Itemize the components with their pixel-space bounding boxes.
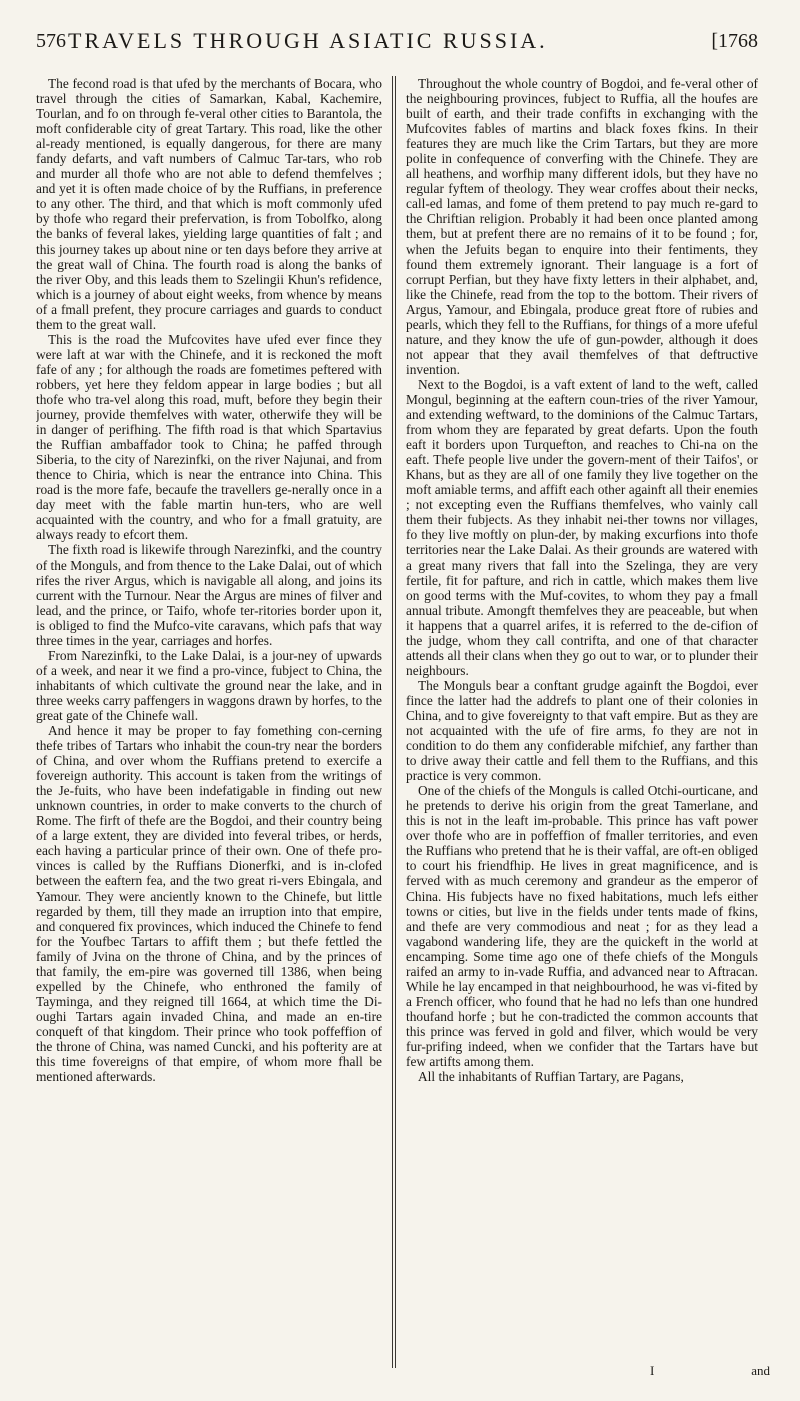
paragraph: From Narezinfki, to the Lake Dalai, is a jour-ney of upwards of a week, and near it we find a pro-vince, fubject to China, the inhabitants of which cultivate the ground near the lake, and in three weeks carry paffengers in waggons drawn by horfes, to the great gate of the Chinefe wall. [36, 647, 382, 723]
column-rule [395, 76, 396, 1368]
signature-mark: I [650, 1363, 655, 1378]
paragraph: One of the chiefs of the Monguls is called Otchi-ourticane, and he pretends to derive his origin from the great Tamerlane, and this is not in the leaft im-probable. This prince has vaft power over thofe who are in poffeffion of fmaller territories, and even the Ruffians who pretend that he is their vaffal, are oft-en obliged to court his friendfhip. He lives in great magnificence, and is ferved with as much ceremony and grandeur as the emperor of China. His fubjects have no fixed habitations, much lefs either towns or cities, but live in the fields under tents made of fkins, and thefe are very commodious and neat ; for as they lead a vagabond wandering life, they are the quickeft in the world at encamping. Some time ago one of thefe chiefs of the Monguls raifed an army to in-vade Ruffia, and advanced near to Aftracan. While he lay encamped in that neighbourhood, he was vi-fited by a French officer, who found that he had no lefs than one hundred thoufand horfe ; but he con-tradicted the common accounts that this prince was ferved in gold and filver, which would be very fur-prifing indeed, when we confider that the Tartars have but few artifts among them. [406, 783, 758, 1070]
paragraph: Throughout the whole country of Bogdoi, and fe-veral other of the neighbouring provinces, fubject to Ruffia, all the houfes are built of earth, and their trade confifts in exchanging with the Mufcovites fables of martins and black foxes fkins. In their features they are much like the Crim Tartars, but they are more polite in confequence of converfing with the Chinefe. They are all heathens, and worfhip many different idols, but they have no regular fyftem of theology. They wear croffes about their necks, call-ed lamas, and fome of them pretend to pay much re-gard to the Chriftian religion. Probably it had been once planted among them, but at prefent there are no remains of it to be found ; for, when the Jefuits began to enquire into their fentiments, they found them extremely ignorant. Their language is a fort of corrupt Perfian, but they have fixty letters in their alphabet, and, like the Chinefe, read from the top to the bottom. Their rivers of Argus, Yamour, and Ebingala, produce great ftore of rubies and pearls, which they fell to the Ruffians, for things of a more ufeful nature, and they know the ufe of gun-powder, although it does not appear that they avail themfelves of that deftructive invention. [406, 76, 758, 377]
catchword: and [751, 1363, 770, 1378]
right-column [406, 76, 758, 1376]
left-column [36, 76, 382, 1376]
paragraph: Next to the Bogdoi, is a vaft extent of land to the weft, called Mongul, beginning at the eaftern coun-tries of the river Yamour, and extending weftward, to the dominions of the Calmuc Tartars, from whom they are feparated by great defarts. Upon the fouth eaft it borders upon Turquefton, and reaches to Chi-na on the eaft. Thefe people live under the govern-ment of their Taifos', or Khans, but as they are all of one family they live together on the moft amiable terms, and affift each other againft all their enemies ; not excepting even the Ruffians themfelves, who vainly call them their fubjects. As they inhabit nei-ther towns nor villages, fo they live moftly on plun-der, by making excurfions into thofe territories near the Lake Dalai. As their grounds are watered with a great many rivers that fall into the Szelinga, they are very fertile, fit for pafture, and rich in cattle, which makes them live on good terms with the Muf-covites, to whom they pay a fmall annual tribute. Amongft themfelves they are peaceable, but when it happens that a quarrel arifes, it is referred to the de-cifion of the judge, whom they call contrifta, and one of that character attends all their clans when they go out to war, or to plunder their neighbours. [406, 376, 758, 678]
paragraph: And hence it may be proper to fay fomething con-cerning thefe tribes of Tartars who inhabit the coun-try near the borders of China, and over whom the Ruffians pretend to exercife a fovereign authority. This account is taken from the writings of the Je-fuits, who have been indefatigable in finding out new unknown countries, in order to make converts to the church of Rome. The firft of thefe are the Bogdoi, and their country being of a large extent, they are divided into feveral tribes, or herds, each having a particular prince of their own. One of thefe pro-vinces is called by the Ruffians Dionerfki, and is in-clofed between the eaftern fea, and the two great ri-vers Ebingala, and Yamour. They were anciently known to the Chinefe, but little regarded by them, till they made an irruption into that empire, and conquered fix provinces, which induced the Chinefe to fend for the Youfbec Tartars to affift them ; but thefe fettled the family of Jvina on the throne of China, and by the princes of that family, the em-pire was governed till 1386, when being expelled by the Chinefe, who enthroned the family of Tayminga, and they reigned till 1664, at which time the Di-oughi Tartars again invaded China, and made an en-tire conqueft of that kingdom. Their prince who took poffeffion of the throne of China, was named Cuncki, and his pofterity are at this time fovereigns of that empire, of whom more fhall be mentioned afterwards. [36, 723, 382, 1085]
page-number: 576 [36, 30, 66, 52]
running-title: TRAVELS THROUGH ASIATIC RUSSIA. [68, 28, 548, 53]
paragraph: The Monguls bear a conftant grudge againft the Bogdoi, ever fince the latter had the addrefs to plant one of their colonies in China, and to give fovereignty to that vaft empire. But as they are not acquainted with the ufe of fire arms, fo they are not in condition to do them any confiderable mifchief, any farther than to drive away their cattle and fell them to the Ruffians, and this practice is very common. [406, 677, 758, 784]
column-rule [392, 76, 393, 1368]
page-header [36, 22, 758, 58]
paragraph: The fixth road is likewife through Narezinfki, and the country of the Monguls, and from thence to the Lake Dalai, out of which rifes the river Argus, which is navigable all along, and joins its current with the Turnour. Near the Argus are mines of filver and lead, and the prince, or Taifo, whofe ter-ritories border upon it, is obliged to find the Mufco-vite caravans, which pafs that way three times in the year, carriages and horfes. [36, 542, 382, 648]
text-columns [36, 76, 770, 1376]
paragraph: All the inhabitants of Ruffian Tartary, are Pagans, [418, 1069, 684, 1085]
paragraph: The fecond road is that ufed by the merchants of Bocara, who travel through the cities of Samarkan, Kabal, Kachemire, Tourlan, and fo on through fe-veral other cities to Barantola, the moft confiderable city of great Tartary. This road, like the other al-ready mentioned, is equally dangerous, for there are many fandy defarts, and vaft numbers of Calmuc Tar-tars, who rob and murder all thofe who are not able to defend themfelves ; and yet it is often made choice of by the Ruffians, in preference to any other. The third, and that which is moft commonly ufed by thofe who regard their prefervation, is from Tobolfko, along the banks of feveral lakes, yielding large quantities of falt ; and this journey takes up about nine or ten days before they arrive at the great wall of China. The fourth road is along the banks of the river Oby, and this leads them to Szelingii Khun's refidence, which is a journey of about eight weeks, from whence by means of a fmall prefent, they procure carriages and guards to conduct them to the great wall. [36, 76, 382, 332]
year-marker: [1768 [711, 30, 758, 52]
paragraph: This is the road the Mufcovites have ufed ever fince they were laft at war with the Chinefe, and it is reckoned the moft fafe of any ; for although the roads are fometimes peftered with robbers, yet here they feldom appear in large bodies ; but all thofe who tra-vel along this road, muft, before they begin their journey, provide themfelves with water, otherwife they will be in danger of perifhing. The fifth road is that which Spartavius the Ruffian ambaffador took to China; he paffed through Siberia, to the city of Narezinfki, on the river Najunai, and from thence to Chiria, which is near the entrance into China. This road is the more fafe, becaufe the travellers ge-nerally once in a day meet with the fable martin hun-ters, who are well acquainted with the country, and who for a fmall gratuity, are always ready to efcort them. [36, 331, 382, 543]
